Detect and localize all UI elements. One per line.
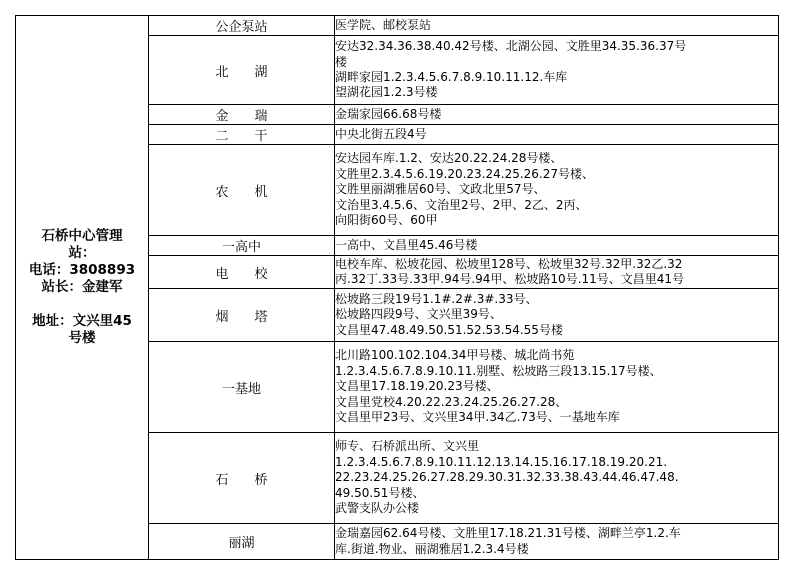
coverage-line: 安达园车库.1.2、安达20.22.24.28号楼、 [335, 151, 563, 166]
stop-name-cell: 二 干 [149, 125, 335, 145]
coverage-line: 中央北街五段4号 [335, 126, 427, 141]
coverage-line: 1.2.3.4.5.6.7.8.9.10.11.12.13.14.15.16.17.18.19.20.21. [335, 454, 668, 469]
coverage-cell [335, 36, 779, 105]
coverage-line: 望湖花园1.2.3号楼 [335, 85, 438, 100]
table-row [16, 16, 779, 36]
stop-name-cell: 烟 塔 [149, 289, 335, 342]
coverage-line: 金瑞嘉园62.64号楼、文胜里17.18.21.31号楼、湖畔兰亭1.2.车 [335, 526, 681, 541]
table-body [16, 16, 779, 560]
coverage-cell [335, 289, 779, 342]
station-address-line1: 地址：文兴里45 [32, 313, 132, 329]
coverage-line: 一高中、文昌里45.46号楼 [335, 237, 478, 252]
station-master: 站长：金建军 [41, 279, 123, 295]
coverage-line: 电校车库、松坡花园、松坡里128号、松坡里32号.32甲.32乙.32 [335, 256, 683, 271]
coverage-cell [335, 145, 779, 236]
coverage-line: 向阳街60号、60甲 [335, 213, 438, 228]
coverage-cell [335, 105, 779, 125]
coverage-line: 医学院、邮校泵站 [335, 17, 432, 32]
coverage-line: 49.50.51号楼、 [335, 485, 425, 500]
coverage-line: 北川路100.102.104.34甲号楼、城北尚书苑 [335, 348, 575, 363]
stop-name-cell: 一高中 [149, 236, 335, 256]
stop-name-cell: 金 瑞 [149, 105, 335, 125]
spacer [16, 296, 148, 313]
station-name-line1: 石桥中心管理 [41, 228, 123, 244]
coverage-line: 丙.32丁.33号.33甲.94号.94甲、松坡路10号.11号、文昌里41号 [335, 272, 685, 286]
coverage-cell [335, 433, 779, 524]
coverage-line: 库.街道.物业、丽湖雅居1.2.3.4号楼 [335, 541, 529, 556]
coverage-line: 文治里3.4.5.6、文治里2号、2甲、2乙、2丙、 [335, 197, 588, 212]
coverage-line: 楼 [335, 54, 348, 69]
stop-name-cell: 丽湖 [149, 524, 335, 560]
coverage-line: 松坡路四段9号、文兴里39号、 [335, 307, 502, 322]
coverage-line: 22.23.24.25.26.27.28.29.30.31.32.33.38.43.44.46.47.48. [335, 470, 679, 485]
stop-name-cell: 一基地 [149, 342, 335, 433]
stop-name-cell: 公企泵站 [149, 16, 335, 36]
coverage-cell [335, 342, 779, 433]
stop-name-cell: 北 湖 [149, 36, 335, 105]
stop-name-cell: 石 桥 [149, 433, 335, 524]
station-name-line2: 站： [68, 245, 96, 261]
stop-name-cell: 农 机 [149, 145, 335, 236]
coverage-line: 松坡路三段19号1.1#.2#.3#.33号、 [335, 291, 538, 306]
coverage-cell [335, 524, 779, 560]
coverage-cell [335, 16, 779, 36]
station-phone: 电话：3808893 [28, 262, 136, 278]
coverage-line: 文昌里甲23号、文兴里34甲.34乙.73号、一基地车库 [335, 410, 620, 425]
coverage-line: 文胜里丽湖雅居60号、文政北里57号、 [335, 182, 546, 197]
coverage-line: 师专、石桥派出所、文兴里 [335, 439, 480, 454]
coverage-line: 文昌里17.18.19.20.23号楼、 [335, 379, 499, 394]
coverage-line: 安达32.34.36.38.40.42号楼、北湖公园、文胜里34.35.36.37号 [335, 39, 687, 54]
coverage-cell [335, 236, 779, 256]
station-address-line2: 号楼 [68, 330, 96, 346]
coverage-line: 文胜里2.3.4.5.6.19.20.23.24.25.26.27号楼、 [335, 166, 595, 181]
service-area-table [15, 15, 779, 560]
coverage-line: 1.2.3.4.5.6.7.8.9.10.11.别墅、松坡路三段13.15.17号楼、 [335, 363, 662, 378]
coverage-line: 湖畔家园1.2.3.4.5.6.7.8.9.10.11.12.车库 [335, 70, 568, 84]
stop-name-cell: 电 校 [149, 256, 335, 289]
coverage-line: 武警支队办公楼 [335, 501, 420, 516]
station-info-cell [16, 16, 149, 560]
coverage-cell [335, 256, 779, 289]
coverage-cell [335, 125, 779, 145]
coverage-line: 金瑞家园66.68号楼 [335, 106, 442, 121]
coverage-line: 文昌里47.48.49.50.51.52.53.54.55号楼 [335, 322, 563, 337]
coverage-line: 文昌里党校4.20.22.23.24.25.26.27.28、 [335, 394, 568, 409]
